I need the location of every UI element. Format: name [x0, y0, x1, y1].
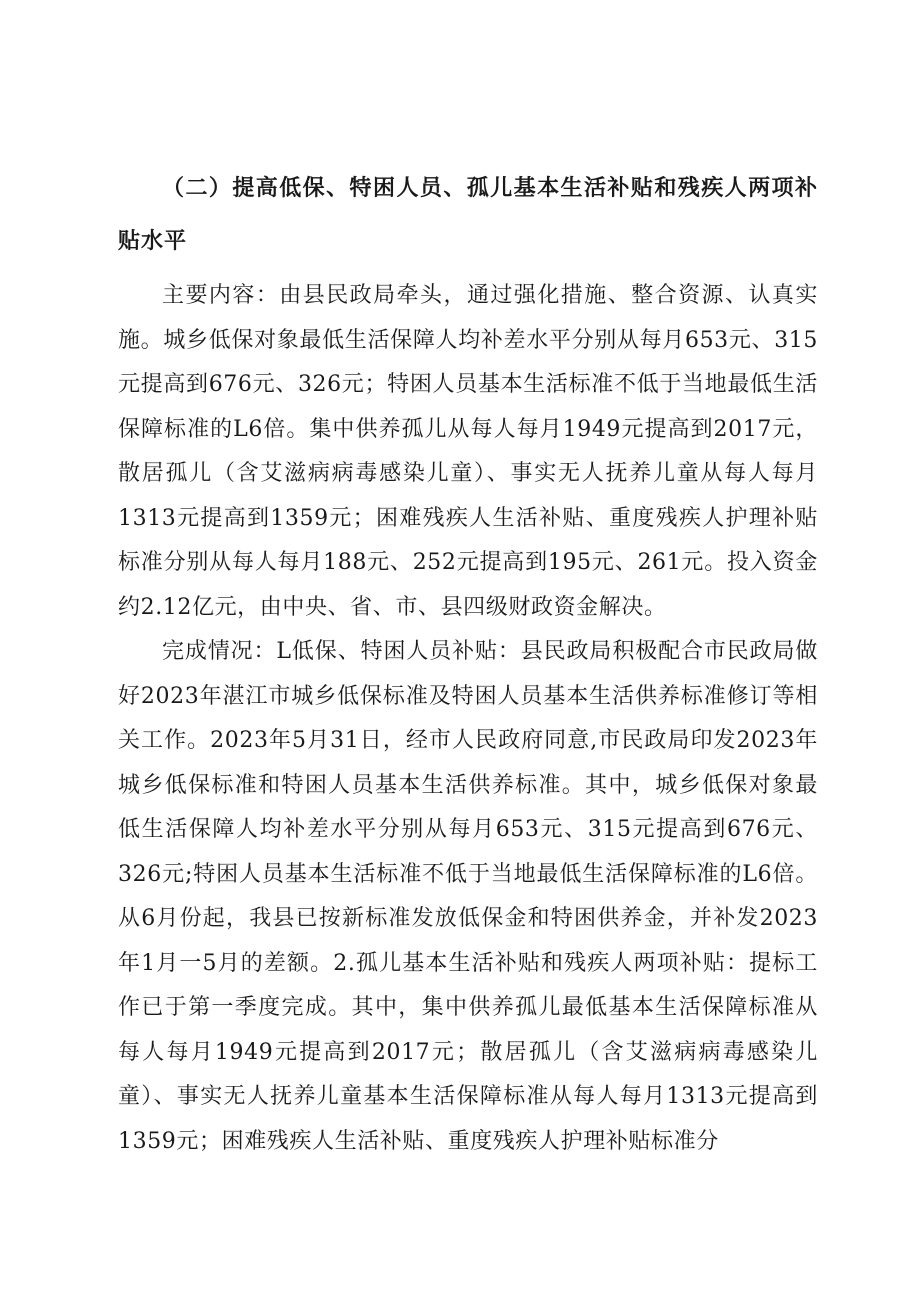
main-content-paragraph: 主要内容：由县民政局牵头，通过强化措施、整合资源、认真实施。城乡低保对象最低生活保障人均补差水平分别从每月653元、315元提高到676元、326元；特困人员基本生活标准不低于当地最低生活保障标准的L6倍。集中供养孤儿从每人每月1949元提高到2017元，散居孤儿（含艾滋病病毒感染儿童）、事实无人抚养儿童从每人每月1313元提高到1359元；困难残疾人生活补贴、重度残疾人护理补贴标准分别从每人每月188元、252元提高到195元、261元。投入资金约2.12亿元，由中央、省、市、县四级财政资金解决。	[118, 283, 818, 620]
document-body	[118, 162, 818, 1164]
completion-status-paragraph: 完成情况：L低保、特困人员补贴：县民政局积极配合市民政局做好2023年湛江市城乡低保标准及特困人员基本生活供养标准修订等相关工作。2023年5月31日，经市人民政府同意,市民政局印发2023年城乡低保标准和特困人员基本生活供养标准。其中，城乡低保对象最低生活保障人均补差水平分别从每月653元、315元提高到676元、326元;特困人员基本生活标准不低于当地最低生活保障标准的L6倍。从6月份起，我县已按新标准发放低保金和特困供养金，并补发2023年1月一5月的差额。2.孤儿基本生活补贴和残疾人两项补贴：提标工作已于第一季度完成。其中，集中供养孤儿最低基本生活保障标准从每人每月1949元提高到2017元；散居孤儿（含艾滋病病毒感染儿童）、事实无人抚养儿童基本生活保障标准从每人每月1313元提高到1359元；困难残疾人生活补贴、重度残疾人护理补贴标准分	[118, 639, 818, 1154]
section-heading: （二）提高低保、特困人员、孤儿基本生活补贴和残疾人两项补贴水平	[118, 176, 818, 254]
